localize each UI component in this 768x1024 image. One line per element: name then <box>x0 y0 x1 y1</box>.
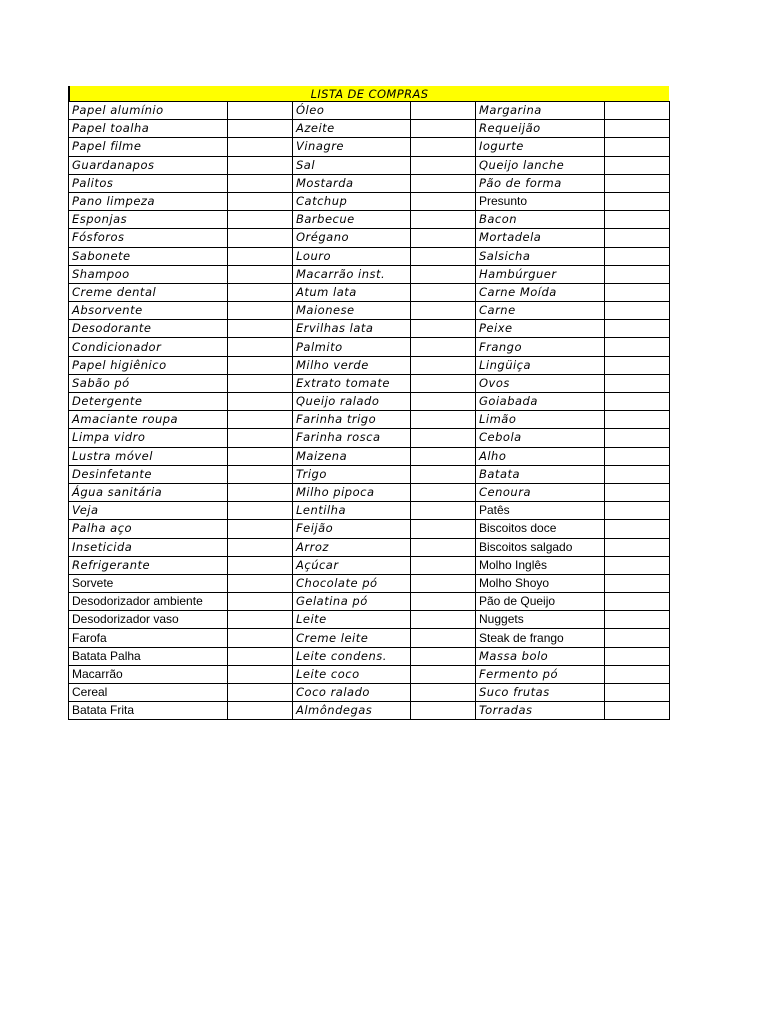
table-row <box>69 538 670 556</box>
item-cell: Louro <box>293 247 411 265</box>
quantity-cell[interactable] <box>605 684 670 702</box>
quantity-cell[interactable] <box>411 465 476 483</box>
quantity-cell[interactable] <box>411 283 476 301</box>
quantity-cell[interactable] <box>411 429 476 447</box>
item-cell: Milho pipoca <box>293 483 411 501</box>
quantity-cell[interactable] <box>228 283 293 301</box>
item-cell: Catchup <box>293 192 411 210</box>
quantity-cell[interactable] <box>605 211 670 229</box>
item-cell: Margarina <box>476 102 605 120</box>
table-row <box>69 156 670 174</box>
item-cell: Biscoitos salgado <box>476 538 605 556</box>
item-cell: Maizena <box>293 447 411 465</box>
table-row <box>69 684 670 702</box>
item-cell: Limpa vidro <box>69 429 228 447</box>
item-cell: Nuggets <box>476 611 605 629</box>
quantity-cell[interactable] <box>411 556 476 574</box>
table-row <box>69 102 670 120</box>
quantity-cell[interactable] <box>411 593 476 611</box>
quantity-cell[interactable] <box>411 538 476 556</box>
item-cell: Gelatina pó <box>293 593 411 611</box>
item-cell: Barbecue <box>293 211 411 229</box>
table-row <box>69 483 670 501</box>
item-cell: Carne <box>476 302 605 320</box>
table-row <box>69 429 670 447</box>
item-cell: Chocolate pó <box>293 574 411 592</box>
quantity-cell[interactable] <box>228 356 293 374</box>
item-cell: Sabão pó <box>69 374 228 392</box>
item-cell: Trigo <box>293 465 411 483</box>
table-row <box>69 374 670 392</box>
quantity-cell[interactable] <box>605 665 670 683</box>
quantity-cell[interactable] <box>605 538 670 556</box>
table-row <box>69 520 670 538</box>
quantity-cell[interactable] <box>228 447 293 465</box>
quantity-cell[interactable] <box>228 374 293 392</box>
table-row <box>69 611 670 629</box>
table-row <box>69 356 670 374</box>
item-cell: Ervilhas lata <box>293 320 411 338</box>
item-cell: Almôndegas <box>293 702 411 720</box>
item-cell: Requeijão <box>476 120 605 138</box>
quantity-cell[interactable] <box>605 556 670 574</box>
table-row <box>69 665 670 683</box>
quantity-cell[interactable] <box>605 338 670 356</box>
quantity-cell[interactable] <box>411 520 476 538</box>
quantity-cell[interactable] <box>228 465 293 483</box>
quantity-cell[interactable] <box>228 629 293 647</box>
item-cell: Água sanitária <box>69 483 228 501</box>
item-cell: Biscoitos doce <box>476 520 605 538</box>
quantity-cell[interactable] <box>228 393 293 411</box>
item-cell: Pão de Queijo <box>476 593 605 611</box>
quantity-cell[interactable] <box>411 502 476 520</box>
quantity-cell[interactable] <box>411 356 476 374</box>
quantity-cell[interactable] <box>411 320 476 338</box>
quantity-cell[interactable] <box>605 393 670 411</box>
item-cell: Açúcar <box>293 556 411 574</box>
item-cell: Refrigerante <box>69 556 228 574</box>
item-cell: Cereal <box>69 684 228 702</box>
table-row <box>69 192 670 210</box>
item-cell: Sal <box>293 156 411 174</box>
quantity-cell[interactable] <box>605 593 670 611</box>
quantity-cell[interactable] <box>411 574 476 592</box>
item-cell: Peixe <box>476 320 605 338</box>
quantity-cell[interactable] <box>605 574 670 592</box>
item-cell: Desinfetante <box>69 465 228 483</box>
title-row <box>68 86 669 101</box>
item-cell: Milho verde <box>293 356 411 374</box>
quantity-cell[interactable] <box>605 283 670 301</box>
quantity-cell[interactable] <box>228 156 293 174</box>
quantity-cell[interactable] <box>605 247 670 265</box>
quantity-cell[interactable] <box>228 338 293 356</box>
item-cell: Creme dental <box>69 283 228 301</box>
quantity-cell[interactable] <box>605 374 670 392</box>
quantity-cell[interactable] <box>228 138 293 156</box>
table-row <box>69 229 670 247</box>
item-cell: Lentilha <box>293 502 411 520</box>
item-cell: Suco frutas <box>476 684 605 702</box>
item-cell: Inseticida <box>69 538 228 556</box>
quantity-cell[interactable] <box>228 520 293 538</box>
item-cell: Lustra móvel <box>69 447 228 465</box>
quantity-cell[interactable] <box>605 265 670 283</box>
item-cell: Azeite <box>293 120 411 138</box>
quantity-cell[interactable] <box>605 502 670 520</box>
item-cell: Papel alumínio <box>69 102 228 120</box>
quantity-cell[interactable] <box>228 483 293 501</box>
item-cell: Guardanapos <box>69 156 228 174</box>
item-cell: Desodorante <box>69 320 228 338</box>
item-cell: Óleo <box>293 102 411 120</box>
quantity-cell[interactable] <box>228 556 293 574</box>
shopping-table <box>68 101 670 720</box>
quantity-cell[interactable] <box>605 483 670 501</box>
item-cell: Absorvente <box>69 302 228 320</box>
quantity-cell[interactable] <box>411 120 476 138</box>
item-cell: Amaciante roupa <box>69 411 228 429</box>
quantity-cell[interactable] <box>228 102 293 120</box>
item-cell: Condicionador <box>69 338 228 356</box>
quantity-cell[interactable] <box>411 611 476 629</box>
item-cell: Ovos <box>476 374 605 392</box>
quantity-cell[interactable] <box>228 684 293 702</box>
item-cell: Presunto <box>476 192 605 210</box>
quantity-cell[interactable] <box>605 465 670 483</box>
shopping-list-sheet <box>68 86 669 720</box>
quantity-cell[interactable] <box>228 502 293 520</box>
item-cell: Limão <box>476 411 605 429</box>
item-cell: Esponjas <box>69 211 228 229</box>
table-row <box>69 702 670 720</box>
item-cell: Feijão <box>293 520 411 538</box>
item-cell: Carne Moída <box>476 283 605 301</box>
quantity-cell[interactable] <box>411 229 476 247</box>
quantity-cell[interactable] <box>605 629 670 647</box>
quantity-cell[interactable] <box>411 247 476 265</box>
quantity-cell[interactable] <box>228 302 293 320</box>
item-cell: Bacon <box>476 211 605 229</box>
quantity-cell[interactable] <box>411 156 476 174</box>
quantity-cell[interactable] <box>605 411 670 429</box>
table-row <box>69 302 670 320</box>
quantity-cell[interactable] <box>228 120 293 138</box>
quantity-cell[interactable] <box>605 447 670 465</box>
item-cell: Leite condens. <box>293 647 411 665</box>
item-cell: Fermento pó <box>476 665 605 683</box>
item-cell: Papel higiênico <box>69 356 228 374</box>
quantity-cell[interactable] <box>228 429 293 447</box>
item-cell: Farofa <box>69 629 228 647</box>
item-cell: Veja <box>69 502 228 520</box>
item-cell: Farinha trigo <box>293 411 411 429</box>
quantity-cell[interactable] <box>411 684 476 702</box>
quantity-cell[interactable] <box>228 265 293 283</box>
quantity-cell[interactable] <box>605 302 670 320</box>
quantity-cell[interactable] <box>411 483 476 501</box>
item-cell: Alho <box>476 447 605 465</box>
quantity-cell[interactable] <box>228 611 293 629</box>
item-cell: Maionese <box>293 302 411 320</box>
item-cell: Salsicha <box>476 247 605 265</box>
table-row <box>69 283 670 301</box>
item-cell: Torradas <box>476 702 605 720</box>
quantity-cell[interactable] <box>228 538 293 556</box>
item-cell: Atum lata <box>293 283 411 301</box>
item-cell: Vinagre <box>293 138 411 156</box>
item-cell: Queijo ralado <box>293 393 411 411</box>
quantity-cell[interactable] <box>411 265 476 283</box>
quantity-cell[interactable] <box>605 192 670 210</box>
quantity-cell[interactable] <box>605 611 670 629</box>
table-row <box>69 556 670 574</box>
quantity-cell[interactable] <box>605 702 670 720</box>
quantity-cell[interactable] <box>228 593 293 611</box>
item-cell: Mortadela <box>476 229 605 247</box>
quantity-cell[interactable] <box>228 647 293 665</box>
table-row <box>69 411 670 429</box>
item-cell: Cenoura <box>476 483 605 501</box>
quantity-cell[interactable] <box>228 702 293 720</box>
quantity-cell[interactable] <box>228 574 293 592</box>
item-cell: Desodorizador ambiente <box>69 593 228 611</box>
item-cell: Molho Inglês <box>476 556 605 574</box>
table-row <box>69 338 670 356</box>
table-row <box>69 174 670 192</box>
table-row <box>69 502 670 520</box>
quantity-cell[interactable] <box>411 338 476 356</box>
item-cell: Coco ralado <box>293 684 411 702</box>
table-row <box>69 447 670 465</box>
item-cell: Iogurte <box>476 138 605 156</box>
item-cell: Shampoo <box>69 265 228 283</box>
item-cell: Cebola <box>476 429 605 447</box>
quantity-cell[interactable] <box>228 320 293 338</box>
table-row <box>69 320 670 338</box>
item-cell: Steak de frango <box>476 629 605 647</box>
item-cell: Desodorizador vaso <box>69 611 228 629</box>
item-cell: Goiabada <box>476 393 605 411</box>
quantity-cell[interactable] <box>228 192 293 210</box>
item-cell: Leite coco <box>293 665 411 683</box>
quantity-cell[interactable] <box>605 647 670 665</box>
item-cell: Palitos <box>69 174 228 192</box>
item-cell: Molho Shoyo <box>476 574 605 592</box>
table-row <box>69 647 670 665</box>
quantity-cell[interactable] <box>605 120 670 138</box>
item-cell: Leite <box>293 611 411 629</box>
quantity-cell[interactable] <box>411 665 476 683</box>
quantity-cell[interactable] <box>605 138 670 156</box>
table-row <box>69 593 670 611</box>
table-row <box>69 138 670 156</box>
quantity-cell[interactable] <box>411 629 476 647</box>
table-row <box>69 120 670 138</box>
quantity-cell[interactable] <box>411 174 476 192</box>
item-cell: Sabonete <box>69 247 228 265</box>
quantity-cell[interactable] <box>605 229 670 247</box>
quantity-cell[interactable] <box>228 174 293 192</box>
quantity-cell[interactable] <box>228 665 293 683</box>
item-cell: Papel filme <box>69 138 228 156</box>
quantity-cell[interactable] <box>411 102 476 120</box>
quantity-cell[interactable] <box>411 702 476 720</box>
item-cell: Frango <box>476 338 605 356</box>
table-row <box>69 574 670 592</box>
quantity-cell[interactable] <box>228 211 293 229</box>
item-cell: Macarrão inst. <box>293 265 411 283</box>
item-cell: Fósforos <box>69 229 228 247</box>
quantity-cell[interactable] <box>228 411 293 429</box>
quantity-cell[interactable] <box>605 102 670 120</box>
item-cell: Extrato tomate <box>293 374 411 392</box>
item-cell: Sorvete <box>69 574 228 592</box>
quantity-cell[interactable] <box>411 411 476 429</box>
quantity-cell[interactable] <box>605 320 670 338</box>
item-cell: Palmito <box>293 338 411 356</box>
table-row <box>69 265 670 283</box>
quantity-cell[interactable] <box>605 174 670 192</box>
quantity-cell[interactable] <box>411 447 476 465</box>
item-cell: Palha aço <box>69 520 228 538</box>
quantity-cell[interactable] <box>411 192 476 210</box>
quantity-cell[interactable] <box>411 138 476 156</box>
table-row <box>69 247 670 265</box>
item-cell: Creme leite <box>293 629 411 647</box>
page-title: LISTA DE COMPRAS <box>310 87 429 101</box>
quantity-cell[interactable] <box>605 520 670 538</box>
table-row <box>69 211 670 229</box>
item-cell: Mostarda <box>293 174 411 192</box>
quantity-cell[interactable] <box>411 374 476 392</box>
quantity-cell[interactable] <box>411 393 476 411</box>
item-cell: Queijo lanche <box>476 156 605 174</box>
quantity-cell[interactable] <box>605 429 670 447</box>
table-row <box>69 465 670 483</box>
quantity-cell[interactable] <box>228 247 293 265</box>
quantity-cell[interactable] <box>605 356 670 374</box>
item-cell: Massa bolo <box>476 647 605 665</box>
item-cell: Patês <box>476 502 605 520</box>
quantity-cell[interactable] <box>411 211 476 229</box>
item-cell: Arroz <box>293 538 411 556</box>
item-cell: Farinha rosca <box>293 429 411 447</box>
item-cell: Pano limpeza <box>69 192 228 210</box>
item-cell: Orégano <box>293 229 411 247</box>
quantity-cell[interactable] <box>411 647 476 665</box>
item-cell: Hambúrguer <box>476 265 605 283</box>
item-cell: Pão de forma <box>476 174 605 192</box>
item-cell: Lingüiça <box>476 356 605 374</box>
item-cell: Batata Frita <box>69 702 228 720</box>
item-cell: Batata Palha <box>69 647 228 665</box>
item-cell: Detergente <box>69 393 228 411</box>
item-cell: Papel toalha <box>69 120 228 138</box>
quantity-cell[interactable] <box>228 229 293 247</box>
quantity-cell[interactable] <box>605 156 670 174</box>
quantity-cell[interactable] <box>411 302 476 320</box>
table-row <box>69 393 670 411</box>
item-cell: Macarrão <box>69 665 228 683</box>
table-row <box>69 629 670 647</box>
item-cell: Batata <box>476 465 605 483</box>
